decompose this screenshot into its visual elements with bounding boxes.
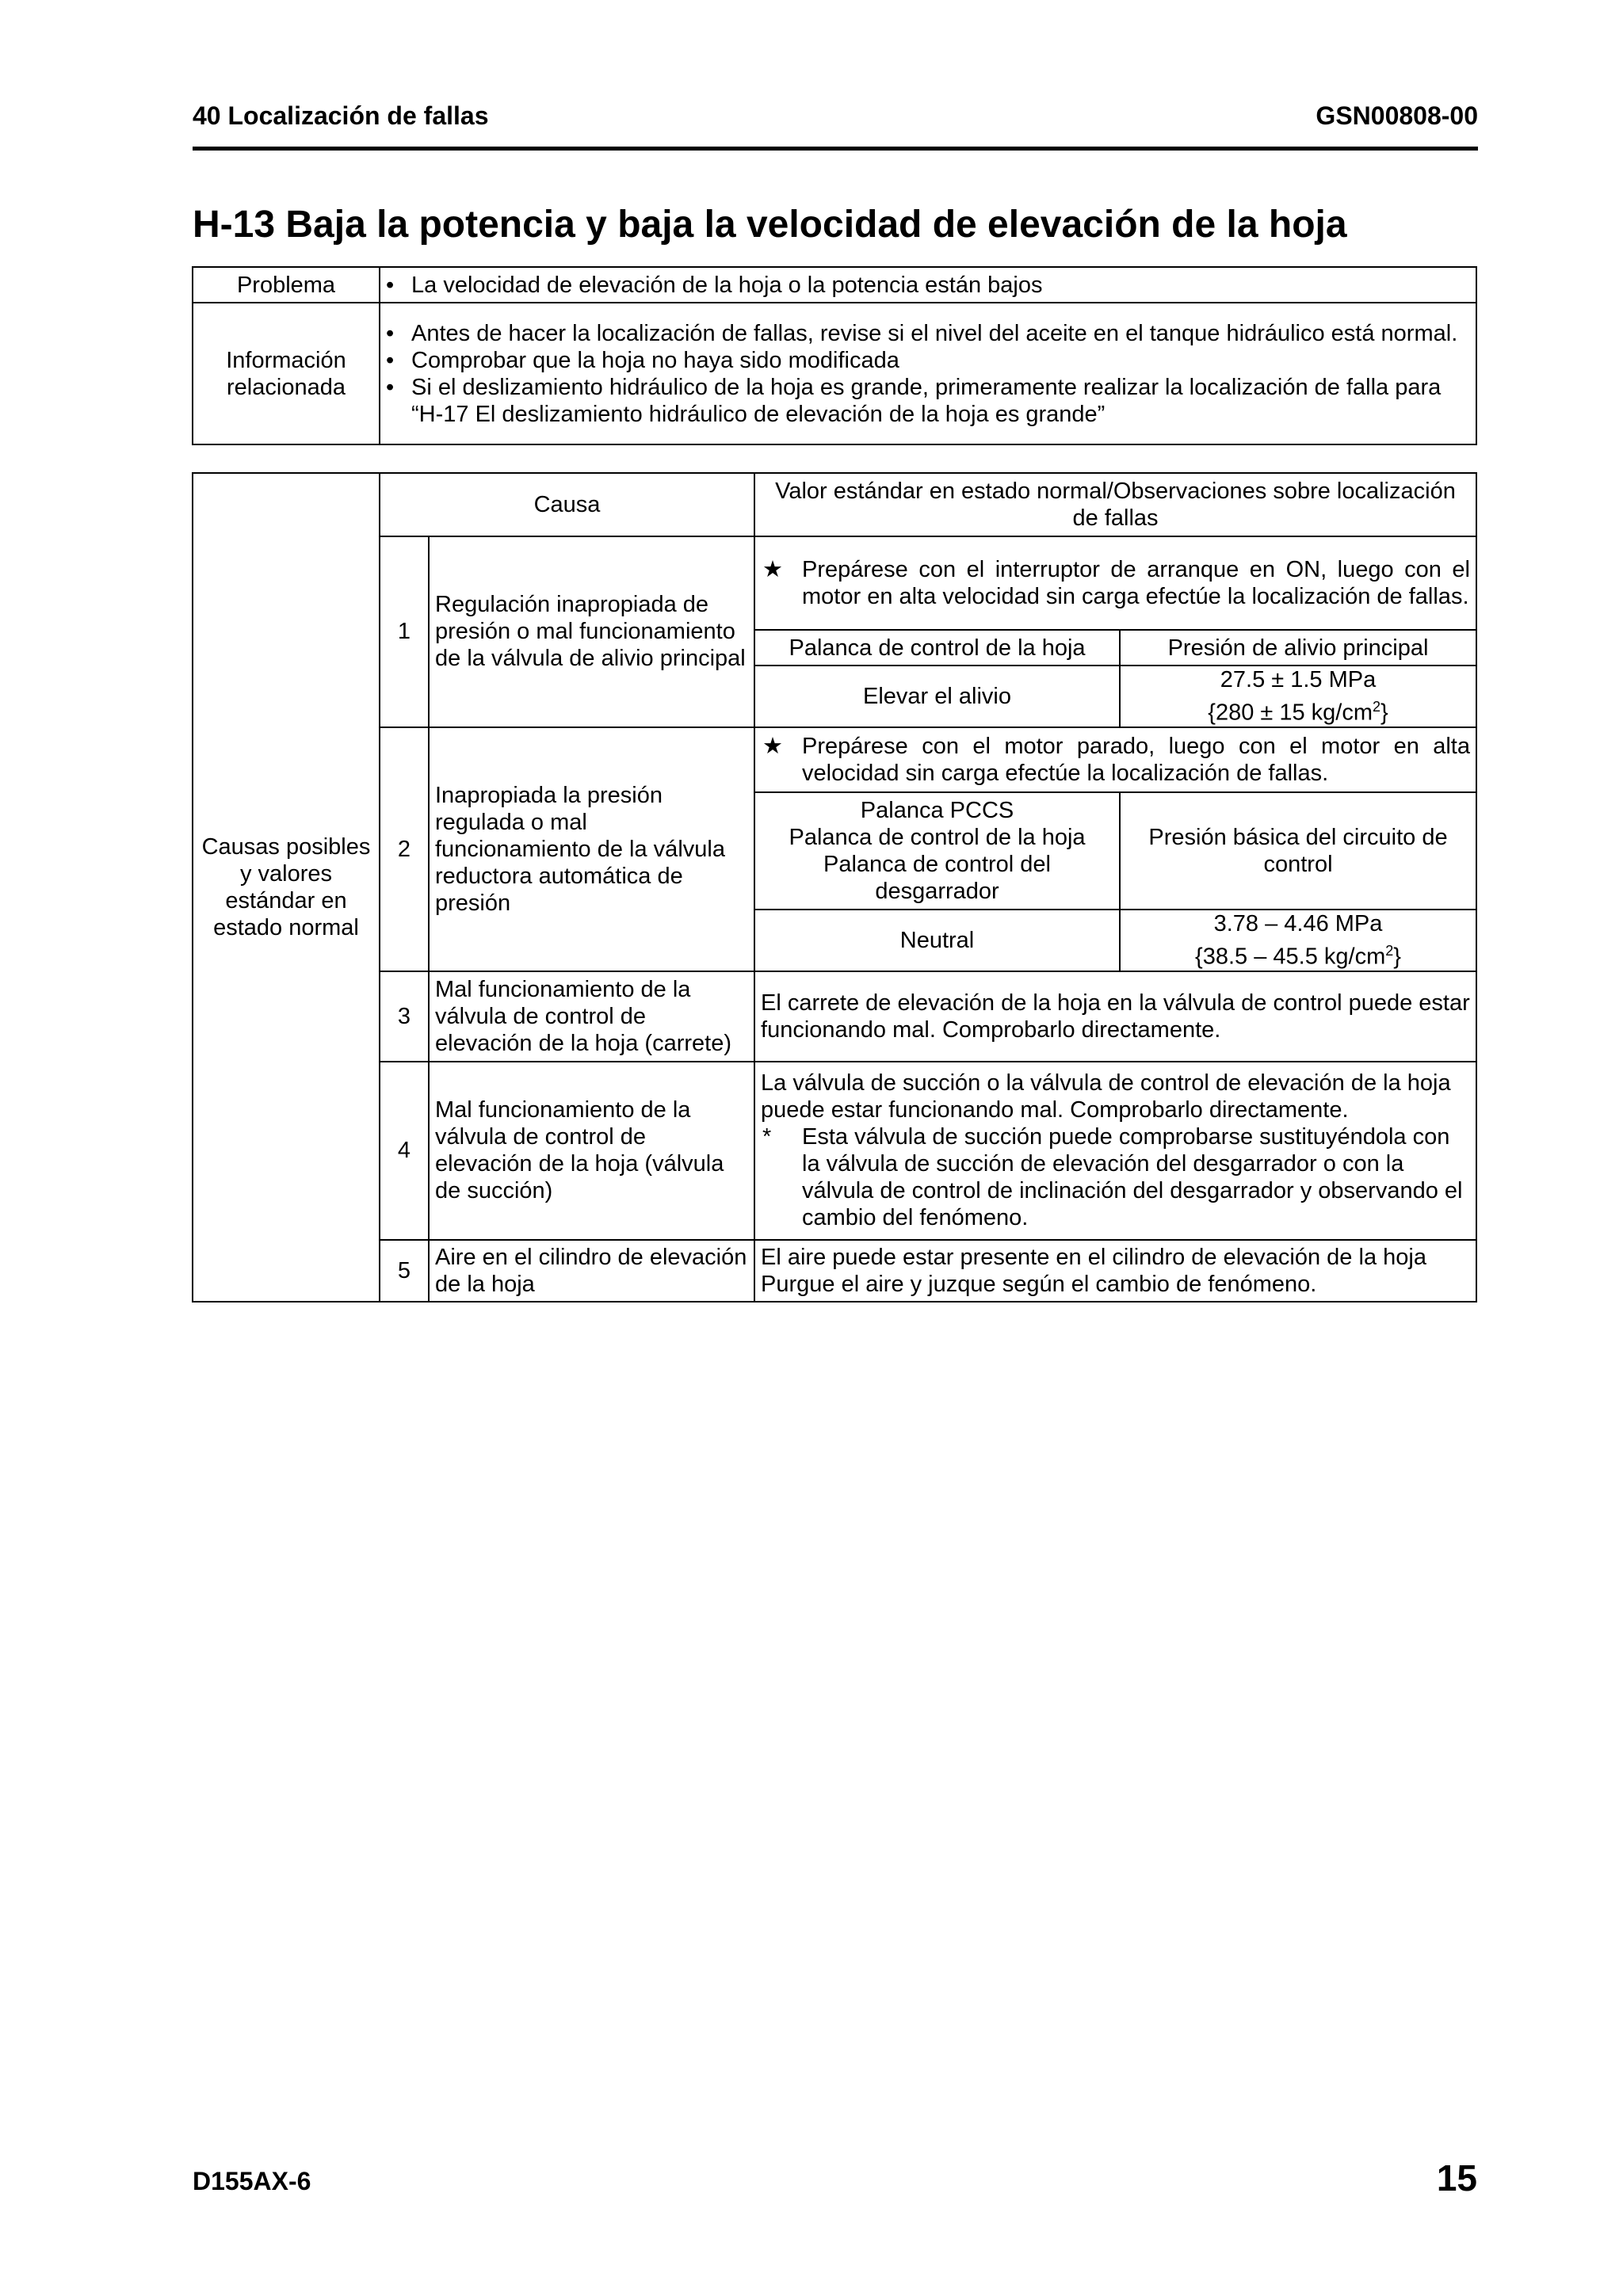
remark-text: El aire puede estar presente en el cilindro de elevación de la hoja <box>761 1244 1426 1270</box>
related-info-cell <box>380 303 1476 444</box>
asterisk-icon: * <box>762 1124 772 1150</box>
problem-label: Problema <box>193 267 380 303</box>
related-info-text: Antes de hacer la localización de fallas, revise si el nivel del aceite en el tanque hidráulico está normal. <box>411 320 1458 346</box>
side-label: Causas posibles y valores estándar en estado normal <box>193 473 380 1302</box>
info-table <box>192 266 1477 445</box>
remark-cell <box>754 1062 1476 1240</box>
sub-value <box>1120 910 1476 971</box>
page-title: H-13 Baja la potencia y baja la velocidad de elevación de la hoja <box>193 204 1347 246</box>
value-line: {280 ± 15 $kg/cm^2$} <box>1208 699 1388 726</box>
star-icon: ★ <box>762 557 784 582</box>
sub-header: Palanca de control de la hoja <box>754 630 1120 666</box>
remark-cell <box>754 1240 1476 1302</box>
star-icon: ★ <box>762 733 784 759</box>
sub-header: Presión básica del circuito de control <box>1120 792 1476 910</box>
causes-table <box>192 472 1477 1302</box>
list-item <box>386 320 1470 347</box>
list-item <box>386 272 1470 299</box>
value-line: 27.5 ± 1.5 MPa <box>1220 667 1377 692</box>
problem-cell <box>380 267 1476 303</box>
footer-model: D155AX-6 <box>193 2167 311 2195</box>
cause-number: 1 <box>380 536 429 727</box>
cause-header: Causa <box>380 473 754 536</box>
remark-note: Prepárese con el motor parado, luego con el motor en alta velocidad sin carga efectúe la localización de fallas. <box>802 733 1470 786</box>
bullet-icon: • <box>386 347 395 373</box>
remark-cell <box>754 727 1476 792</box>
remarks-header: Valor estándar en estado normal/Observaciones sobre localización de fallas <box>754 473 1476 536</box>
related-info-text: Si el deslizamiento hidráulico de la hoja es grande, primeramente realizar la localización de falla para “H-17 El deslizamiento hidráulico de elevación de la hoja es grande” <box>411 374 1442 427</box>
remark-note: Esta válvula de succión puede comprobarse sustituyéndola con la válvula de succión de elevación del desgarrador o con la válvula de control de inclinación del desgarrador y observando el cambio del fenómeno. <box>802 1124 1463 1231</box>
page-header <box>193 101 1478 151</box>
cause-number: 5 <box>380 1240 429 1302</box>
section-title: 40 Localización de fallas <box>193 101 489 130</box>
list-item <box>386 347 1470 374</box>
cause-number: 2 <box>380 727 429 971</box>
cause-number: 3 <box>380 971 429 1062</box>
problem-text: La velocidad de elevación de la hoja o la potencia están bajos <box>411 272 1043 298</box>
cause-text: Inapropiada la presión regulada o mal funcionamiento de la válvula reductora automática de presión <box>429 727 754 971</box>
remark-text: La válvula de succión o la válvula de control de elevación de la hoja puede estar funcionando mal. Comprobarlo directamente. <box>761 1070 1451 1123</box>
page-number: 15 <box>1436 2157 1477 2199</box>
cause-text: Mal funcionamiento de la válvula de control de elevación de la hoja (carrete) <box>429 971 754 1062</box>
list-item <box>386 374 1470 428</box>
cause-text: Aire en el cilindro de elevación de la hoja <box>429 1240 754 1302</box>
remark-text: El carrete de elevación de la hoja en la válvula de control puede estar funcionando mal. Comprobarlo directamente. <box>754 971 1476 1062</box>
value-line: 3.78 – 4.46 MPa <box>1213 910 1383 936</box>
value-line: {38.5 – 45.5 $kg/cm^2$} <box>1195 942 1401 970</box>
remark-cell <box>754 536 1476 630</box>
bullet-icon: • <box>386 320 395 346</box>
bullet-icon: • <box>386 272 395 298</box>
sub-header: Palanca PCCS Palanca de control de la hoja Palanca de control del desgarrador <box>754 792 1120 910</box>
remark-text: Purgue el aire y juzque según el cambio de fenómeno. <box>761 1271 1317 1297</box>
cause-text: Mal funcionamiento de la válvula de control de elevación de la hoja (válvula de succión) <box>429 1062 754 1240</box>
document-code: GSN00808-00 <box>1316 101 1478 130</box>
sub-value-label: Elevar el alivio <box>754 666 1120 727</box>
related-info-text: Comprobar que la hoja no haya sido modificada <box>411 347 899 373</box>
sub-value <box>1120 666 1476 727</box>
bullet-icon: • <box>386 374 395 400</box>
sub-header: Presión de alivio principal <box>1120 630 1476 666</box>
sub-value-label: Neutral <box>754 910 1120 971</box>
related-info-label: Información relacionada <box>193 303 380 444</box>
remark-note: Prepárese con el interruptor de arranque en ON, luego con el motor en alta velocidad sin carga efectúe la localización de fallas. <box>802 557 1470 609</box>
cause-text: Regulación inapropiada de presión o mal funcionamiento de la válvula de alivio principal <box>429 536 754 727</box>
cause-number: 4 <box>380 1062 429 1240</box>
